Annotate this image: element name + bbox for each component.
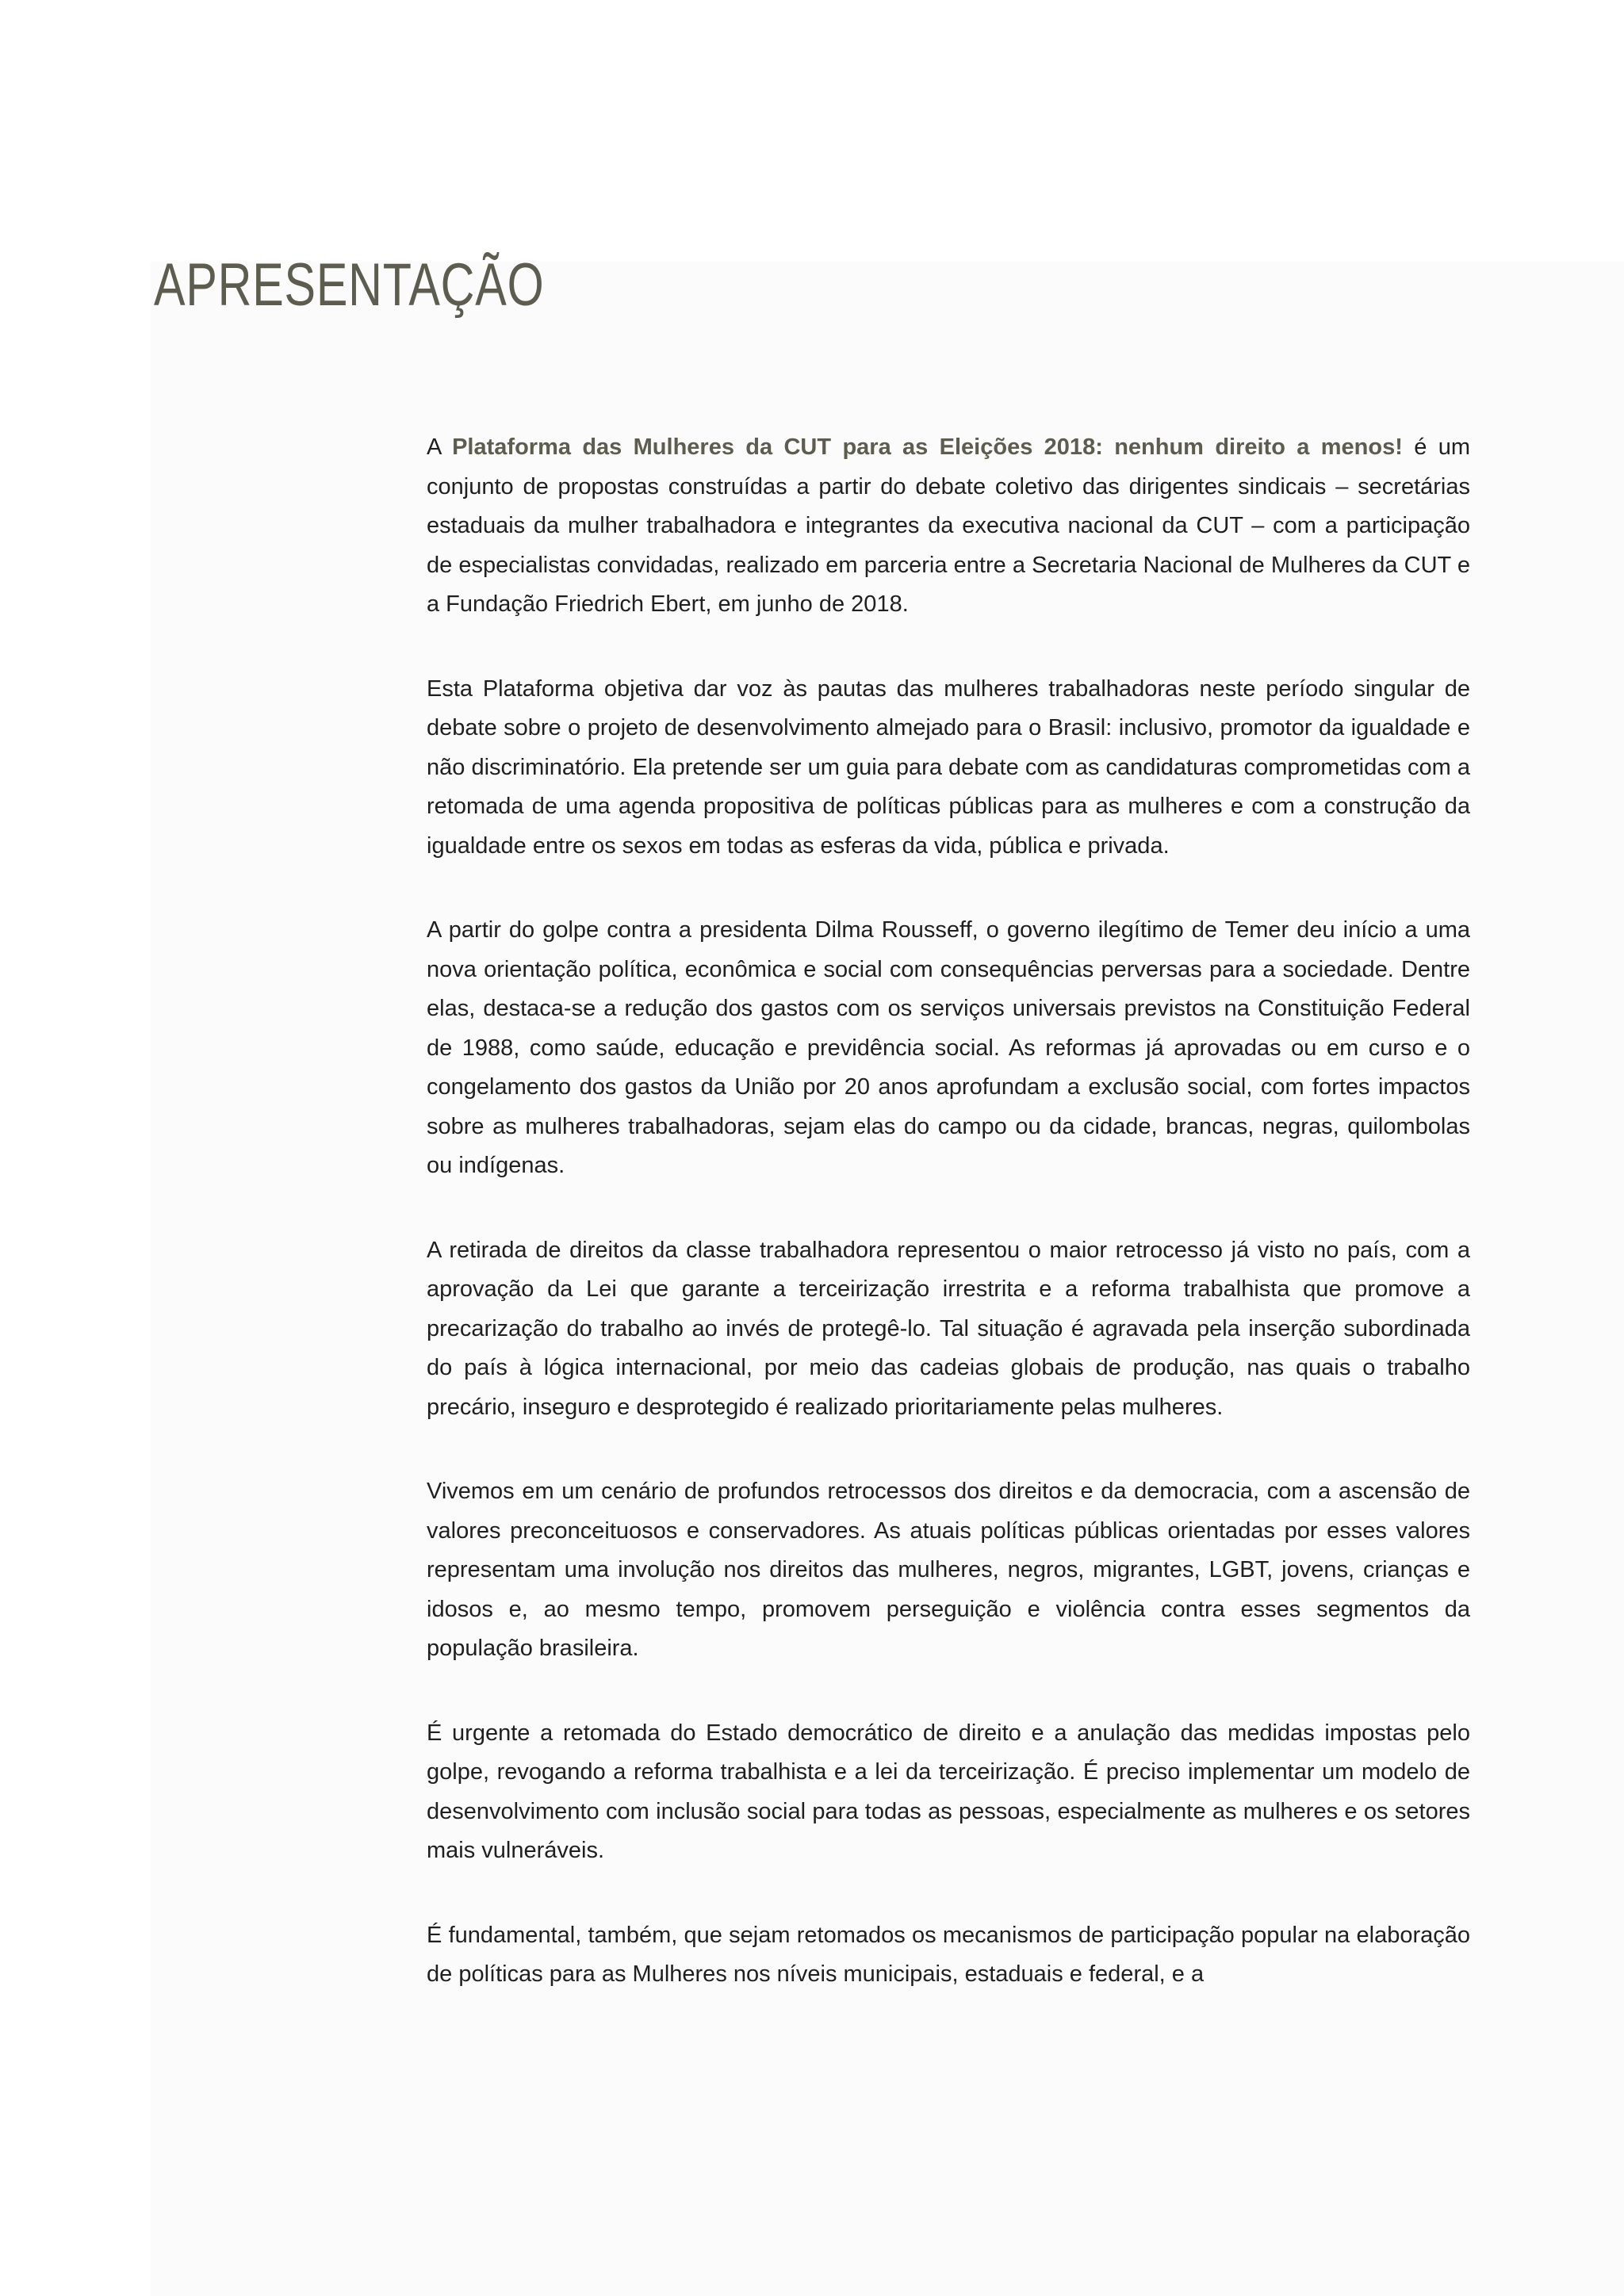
paragraph-6: É urgente a retomada do Estado democrático de direito e a anulação das medidas impostas pelo golpe, revogando a reforma trabalhista e a lei da terceirização. É preciso implementar um modelo de desenvolvimento com inclusão social para todas as pessoas, especialmente as mulheres e os setores mais vulneráveis. bbox=[427, 1720, 1470, 1863]
paragraph-1-rest: é um conjunto de propostas construídas a partir do debate coletivo das dirigentes sindicais – secretárias estaduais da mulher trabalhadora e integrantes da executiva nacional da CUT – com a participação de especialistas convidadas, realizado em parceria entre a Secretaria Nacional de Mulheres da CUT e a Fundação Friedrich Ebert, em junho de 2018. bbox=[427, 434, 1470, 617]
document-body bbox=[427, 428, 1470, 2040]
page-title: APRESENTAÇÃO bbox=[154, 251, 545, 319]
paragraph-4: A retirada de direitos da classe trabalhadora representou o maior retrocesso já visto no país, com a aprovação da Lei que garante a terceirização irrestrita e a reforma trabalhista que promove a precarização do trabalho ao invés de protegê-lo. Tal situação é agravada pela inserção subordinada do país à lógica internacional, por meio das cadeias globais de produção, nas quais o trabalho precário, inseguro e desprotegido é realizado prioritariamente pelas mulheres. bbox=[427, 1237, 1470, 1420]
paragraph-7: É fundamental, também, que sejam retomados os mecanismos de participação popular na elaboração de políticas para as Mulheres nos níveis municipais, estaduais e federal, e a bbox=[427, 1922, 1470, 1987]
paragraph-2: Esta Plataforma objetiva dar voz às pautas das mulheres trabalhadoras neste período singular de debate sobre o projeto de desenvolvimento almejado para o Brasil: inclusivo, promotor da igualdade e não discriminatório. Ela pretende ser um guia para debate com as candidaturas comprometidas com a retomada de uma agenda propositiva de políticas públicas para as mulheres e com a construção da igualdade entre os sexos em todas as esferas da vida, pública e privada. bbox=[427, 675, 1470, 859]
platform-name-highlight: Plataforma das Mulheres da CUT para as Eleições 2018: nenhum direito a menos! bbox=[452, 434, 1403, 460]
paragraph-3: A partir do golpe contra a presidenta Dilma Rousseff, o governo ilegítimo de Temer deu início a uma nova orientação política, econômica e social com consequências perversas para a sociedade. Dentre elas, destaca-se a redução dos gastos com os serviços universais previstos na Constituição Federal de 1988, como saúde, educação e previdência social. As reformas já aprovadas ou em curso e o congelamento dos gastos da União por 20 anos aprofundam a exclusão social, com fortes impactos sobre as mulheres trabalhadoras, sejam elas do campo ou da cidade, brancas, negras, quilombolas ou indígenas. bbox=[427, 917, 1470, 1178]
paragraph-1 bbox=[427, 428, 1470, 625]
paragraph-5: Vivemos em um cenário de profundos retrocessos dos direitos e da democracia, com a ascensão de valores preconceituosos e conservadores. As atuais políticas públicas orientadas por esses valores representam uma involução nos direitos das mulheres, negros, migrantes, LGBT, jovens, crianças e idosos e, ao mesmo tempo, promovem perseguição e violência contra esses segmentos da população brasileira. bbox=[427, 1479, 1470, 1661]
paragraph-1-lead: A bbox=[427, 434, 453, 460]
